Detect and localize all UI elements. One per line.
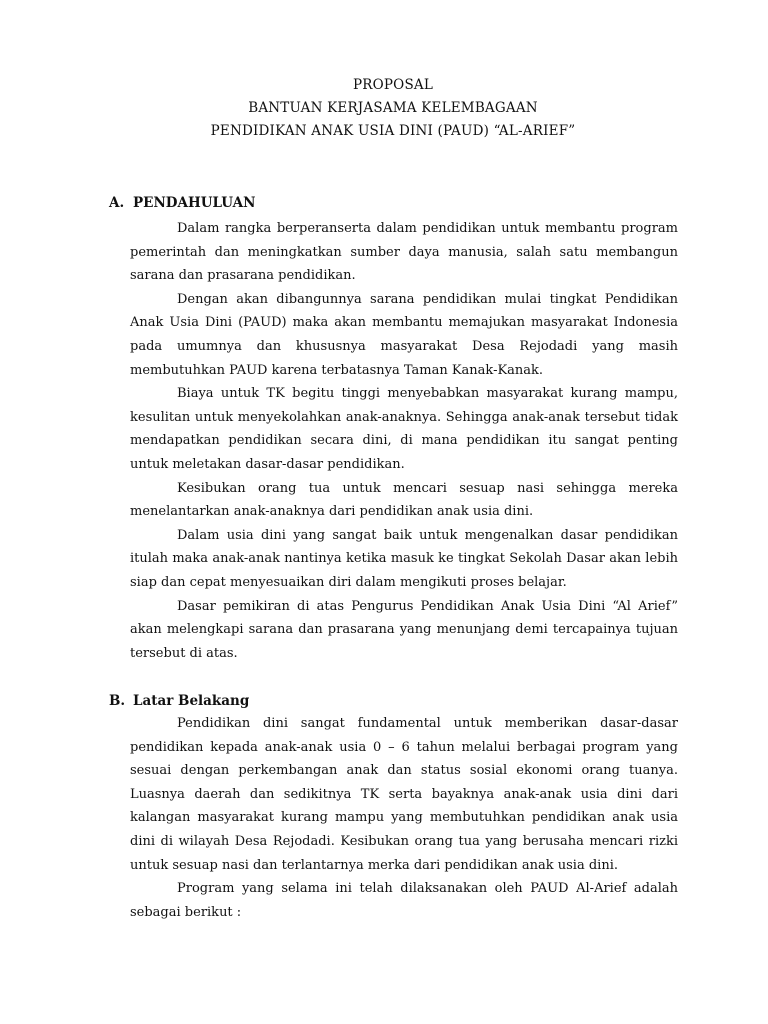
paragraph: Dalam rangka berperanserta dalam pendidikan untuk membantu program pemerintah dan meningkatkan sumber daya manusia, salah satu membangun sarana dan prasarana pendidikan.	[130, 221, 678, 284]
paragraph: Kesibukan orang tua untuk mencari sesuap nasi sehingga mereka menelantarkan anak-anaknya dari pendidikan anak usia dini.	[130, 480, 678, 520]
paragraph: Pendidikan dini sangat fundamental untuk memberikan dasar-dasar pendidikan kepada anak-anak usia 0 – 6 tahun melalui berbagai program yang sesuai dengan perkembangan anak dan status sosial ekonomi orang tuanya. Luasnya daerah dan sedikitnya TK serta bayaknya anak-anak usia dini dari kalangan masyarakat kurang mampu yang membutuhkan pendidikan anak usia dini di wilayah Desa Rejodadi. Kesibukan orang tua yang berusaha mencari rizki untuk sesuap nasi dan terlantarnya merka dari pendidikan anak usia dini.	[130, 716, 678, 873]
paragraph: Biaya untuk TK begitu tinggi menyebabkan masyarakat kurang mampu, kesulitan untuk menyekolahkan anak-anaknya. Sehingga anak-anak tersebut tidak mendapatkan pendidikan secara dini, di mana pendidikan itu sangat penting untuk meletakan dasar-dasar pendidikan.	[130, 386, 678, 472]
paragraph: Program yang selama ini telah dilaksanakan oleh PAUD Al-Arief adalah sebagai berikut :	[130, 881, 678, 920]
paragraph: Dalam usia dini yang sangat baik untuk mengenalkan dasar pendidikan itulah maka anak-anak nantinya ketika masuk ke tingkat Sekolah Dasar akan lebih siap dan cepat menyesuaikan diri dalam mengikuti proses belajar.	[130, 527, 678, 590]
section-title: Latar Belakang	[133, 693, 250, 709]
paragraph: Dengan akan dibangunnya sarana pendidikan mulai tingkat Pendidikan Anak Usia Dini (PAUD) maka akan membantu memajukan masyarakat Indonesia pada umumnya dan khususnya masyarakat Desa Rejodadi yang masih membutuhkan PAUD karena terbatasnya Taman Kanak-Kanak.	[130, 291, 678, 378]
section-letter: B.	[109, 693, 126, 709]
section-heading-a	[109, 195, 255, 211]
paragraph: Dasar pemikiran di atas Pengurus Pendidikan Anak Usia Dini “Al Arief” akan melengkapi sarana dan prasarana yang menunjang demi tercapainya tujuan tersebut di atas.	[130, 598, 678, 661]
title-line-3: PENDIDIKAN ANAK USIA DINI (PAUD) “AL-ARIEF”	[210, 123, 576, 139]
title-line-1: PROPOSAL	[352, 77, 434, 93]
title-line-2: BANTUAN KERJASAMA KELEMBAGAAN	[248, 100, 538, 116]
section-body-a	[130, 217, 678, 665]
section-letter: A.	[109, 195, 125, 211]
section-heading-b	[109, 693, 249, 709]
section-title: PENDAHULUAN	[133, 195, 256, 211]
document-title	[0, 74, 768, 143]
section-body-b	[130, 712, 678, 924]
